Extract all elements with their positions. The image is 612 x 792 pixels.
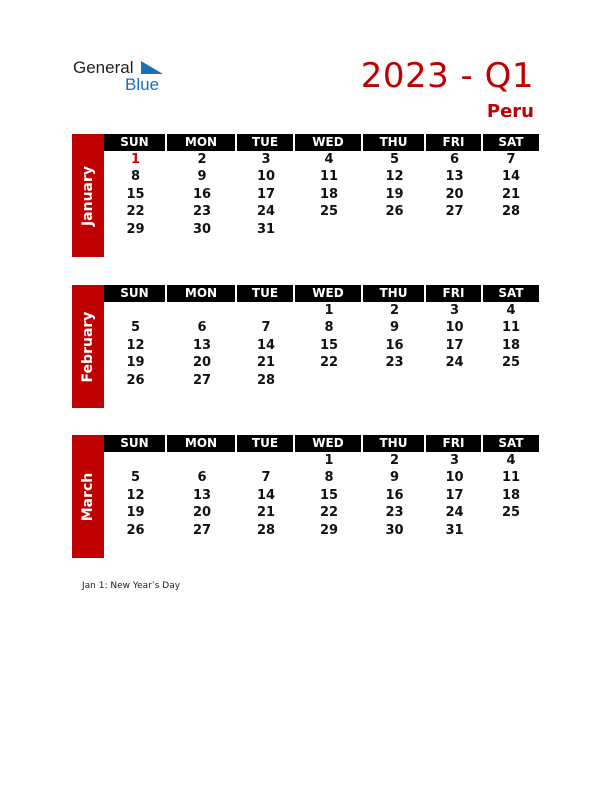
day-cell: 8 (324, 470, 334, 486)
week-row (104, 354, 539, 371)
day-cell: 9 (389, 320, 400, 336)
day-cell: 9 (389, 470, 400, 486)
day-cell: 15 (126, 186, 145, 202)
month-name: February (80, 311, 96, 382)
day-cell: 31 (445, 522, 464, 538)
day-cell (237, 452, 295, 469)
day-cell: 26 (385, 204, 404, 220)
day-cell: 14 (501, 169, 521, 185)
day-cell: 30 (385, 522, 404, 538)
day-cell: 18 (501, 337, 521, 353)
day-cell: 6 (449, 152, 460, 167)
day-cell: 15 (319, 337, 339, 353)
day-cell: 27 (445, 204, 464, 220)
day-cell: 26 (126, 522, 145, 538)
weekday-tue: TUE (237, 285, 295, 302)
weekday-fri: FRI (426, 134, 483, 151)
day-cell: 4 (506, 453, 516, 468)
day-cell (104, 302, 167, 319)
day-cell: 19 (126, 355, 145, 371)
day-cell: 7 (261, 320, 271, 336)
day-cell: 3 (449, 453, 460, 468)
week-row (104, 151, 539, 168)
weekday-sat: SAT (498, 135, 524, 149)
month-grid (104, 134, 539, 238)
day-cell: 12 (126, 337, 145, 353)
day-cell: 4 (324, 152, 334, 167)
week-row (104, 319, 539, 336)
week-row (104, 302, 539, 319)
week-row (104, 203, 539, 220)
week-row (104, 487, 539, 504)
day-cell: 10 (445, 320, 464, 336)
day-cell: 25 (319, 204, 339, 220)
day-cell: 24 (445, 505, 464, 521)
weekday-mon: MON (167, 134, 237, 151)
day-cell: 10 (445, 470, 464, 486)
day-cell: 23 (192, 204, 212, 220)
weekday-wed: WED (295, 285, 363, 302)
day-cell: 22 (126, 204, 145, 220)
day-cell: 19 (126, 505, 145, 521)
day-cell: 28 (501, 204, 521, 220)
day-cell: 14 (256, 487, 276, 503)
day-cell (483, 372, 539, 389)
week-row (104, 337, 539, 354)
day-cell (363, 221, 426, 238)
day-cell: 21 (256, 355, 276, 371)
day-cell: 13 (192, 487, 212, 503)
weekday-fri: FRI (426, 435, 483, 452)
day-cell: 30 (192, 221, 212, 237)
day-cell (483, 522, 539, 539)
week-row (104, 186, 539, 203)
holiday-note: Jan 1: New Year’s Day (82, 581, 181, 591)
day-cell: 12 (385, 169, 404, 185)
day-cell: 21 (501, 186, 521, 202)
day-cell (104, 452, 167, 469)
day-cell: 21 (256, 505, 276, 521)
day-cell (237, 302, 295, 319)
weekday-sat: SAT (498, 436, 524, 450)
weekday-tue: TUE (237, 435, 295, 452)
day-cell: 19 (385, 186, 404, 202)
weekday-sun: SUN (104, 285, 167, 302)
day-cell: 5 (389, 152, 400, 167)
day-cell: 17 (445, 337, 464, 353)
logo (73, 58, 173, 98)
logo-word-blue: Blue (125, 75, 160, 94)
day-cell: 17 (445, 487, 464, 503)
day-cell: 6 (197, 470, 207, 486)
month-name: March (80, 472, 96, 521)
weekday-header (104, 134, 539, 151)
day-cell (483, 221, 539, 238)
day-cell: 23 (385, 355, 404, 371)
weekday-header (104, 285, 539, 302)
day-cell: 20 (192, 505, 212, 521)
weekday-sat: SAT (498, 286, 524, 300)
weekday-wed: WED (295, 435, 363, 452)
day-cell: 16 (385, 487, 404, 503)
weekday-thu: THU (363, 435, 426, 452)
weekday-mon: MON (167, 285, 237, 302)
month-grid (104, 285, 539, 389)
day-cell: 7 (261, 470, 271, 486)
day-cell: 2 (389, 303, 400, 318)
day-cell: 11 (319, 169, 339, 185)
weekday-header (104, 435, 539, 452)
day-cell: 1 (130, 152, 141, 167)
month-grid (104, 435, 539, 539)
day-cell (426, 221, 483, 238)
day-cell: 23 (385, 505, 404, 521)
day-cell: 16 (192, 186, 212, 202)
day-cell: 18 (501, 487, 521, 503)
day-cell: 20 (445, 186, 464, 202)
logo-triangle-icon (141, 61, 163, 74)
day-cell: 8 (130, 169, 141, 185)
country-label: Peru (486, 101, 534, 122)
day-cell: 31 (256, 221, 276, 237)
day-cell: 5 (130, 320, 141, 336)
day-cell: 4 (506, 303, 516, 318)
day-cell: 28 (256, 372, 276, 388)
month-label (72, 285, 104, 408)
day-cell: 15 (319, 487, 339, 503)
day-cell: 22 (319, 505, 339, 521)
day-cell: 29 (319, 522, 339, 538)
weekday-sun: SUN (104, 435, 167, 452)
day-cell: 14 (256, 337, 276, 353)
week-row (104, 372, 539, 389)
day-cell: 17 (256, 186, 276, 202)
weekday-tue: TUE (237, 134, 295, 151)
day-cell: 27 (192, 522, 212, 538)
weekday-thu: THU (363, 134, 426, 151)
day-cell: 9 (197, 169, 207, 185)
day-cell (295, 221, 363, 238)
day-cell: 22 (319, 355, 339, 371)
day-cell: 18 (319, 186, 339, 202)
day-cell: 3 (261, 152, 271, 167)
day-cell (295, 372, 363, 389)
week-row (104, 452, 539, 469)
day-cell: 13 (192, 337, 212, 353)
day-cell: 1 (324, 303, 334, 318)
day-cell (167, 452, 237, 469)
day-cell: 12 (126, 487, 145, 503)
day-cell: 2 (197, 152, 207, 167)
day-cell: 3 (449, 303, 460, 318)
weekday-sun: SUN (104, 134, 167, 151)
day-cell: 5 (130, 470, 141, 486)
day-cell: 2 (389, 453, 400, 468)
day-cell: 20 (192, 355, 212, 371)
day-cell: 11 (501, 470, 521, 486)
page-title: 2023 - Q1 (360, 56, 534, 96)
day-cell (426, 372, 483, 389)
day-cell: 11 (501, 320, 521, 336)
day-cell: 28 (256, 522, 276, 538)
day-cell: 8 (324, 320, 334, 336)
month-name: January (80, 165, 96, 226)
logo-word-general: General (73, 58, 134, 77)
day-cell: 26 (126, 372, 145, 388)
weekday-mon: MON (167, 435, 237, 452)
week-row (104, 469, 539, 486)
weekday-fri: FRI (426, 285, 483, 302)
day-cell: 7 (506, 152, 516, 167)
week-row (104, 221, 539, 238)
day-cell: 25 (501, 505, 521, 521)
day-cell: 13 (445, 169, 464, 185)
weekday-thu: THU (363, 285, 426, 302)
week-row (104, 504, 539, 521)
day-cell: 1 (324, 453, 334, 468)
day-cell: 6 (197, 320, 207, 336)
day-cell: 25 (501, 355, 521, 371)
day-cell (167, 302, 237, 319)
day-cell: 24 (256, 204, 276, 220)
week-row (104, 168, 539, 185)
month-label (72, 134, 104, 257)
day-cell: 16 (385, 337, 404, 353)
weekday-wed: WED (295, 134, 363, 151)
day-cell: 24 (445, 355, 464, 371)
week-row (104, 522, 539, 539)
month-label (72, 435, 104, 558)
day-cell: 10 (256, 169, 276, 185)
day-cell: 29 (126, 221, 145, 237)
day-cell (363, 372, 426, 389)
day-cell: 27 (192, 372, 212, 388)
